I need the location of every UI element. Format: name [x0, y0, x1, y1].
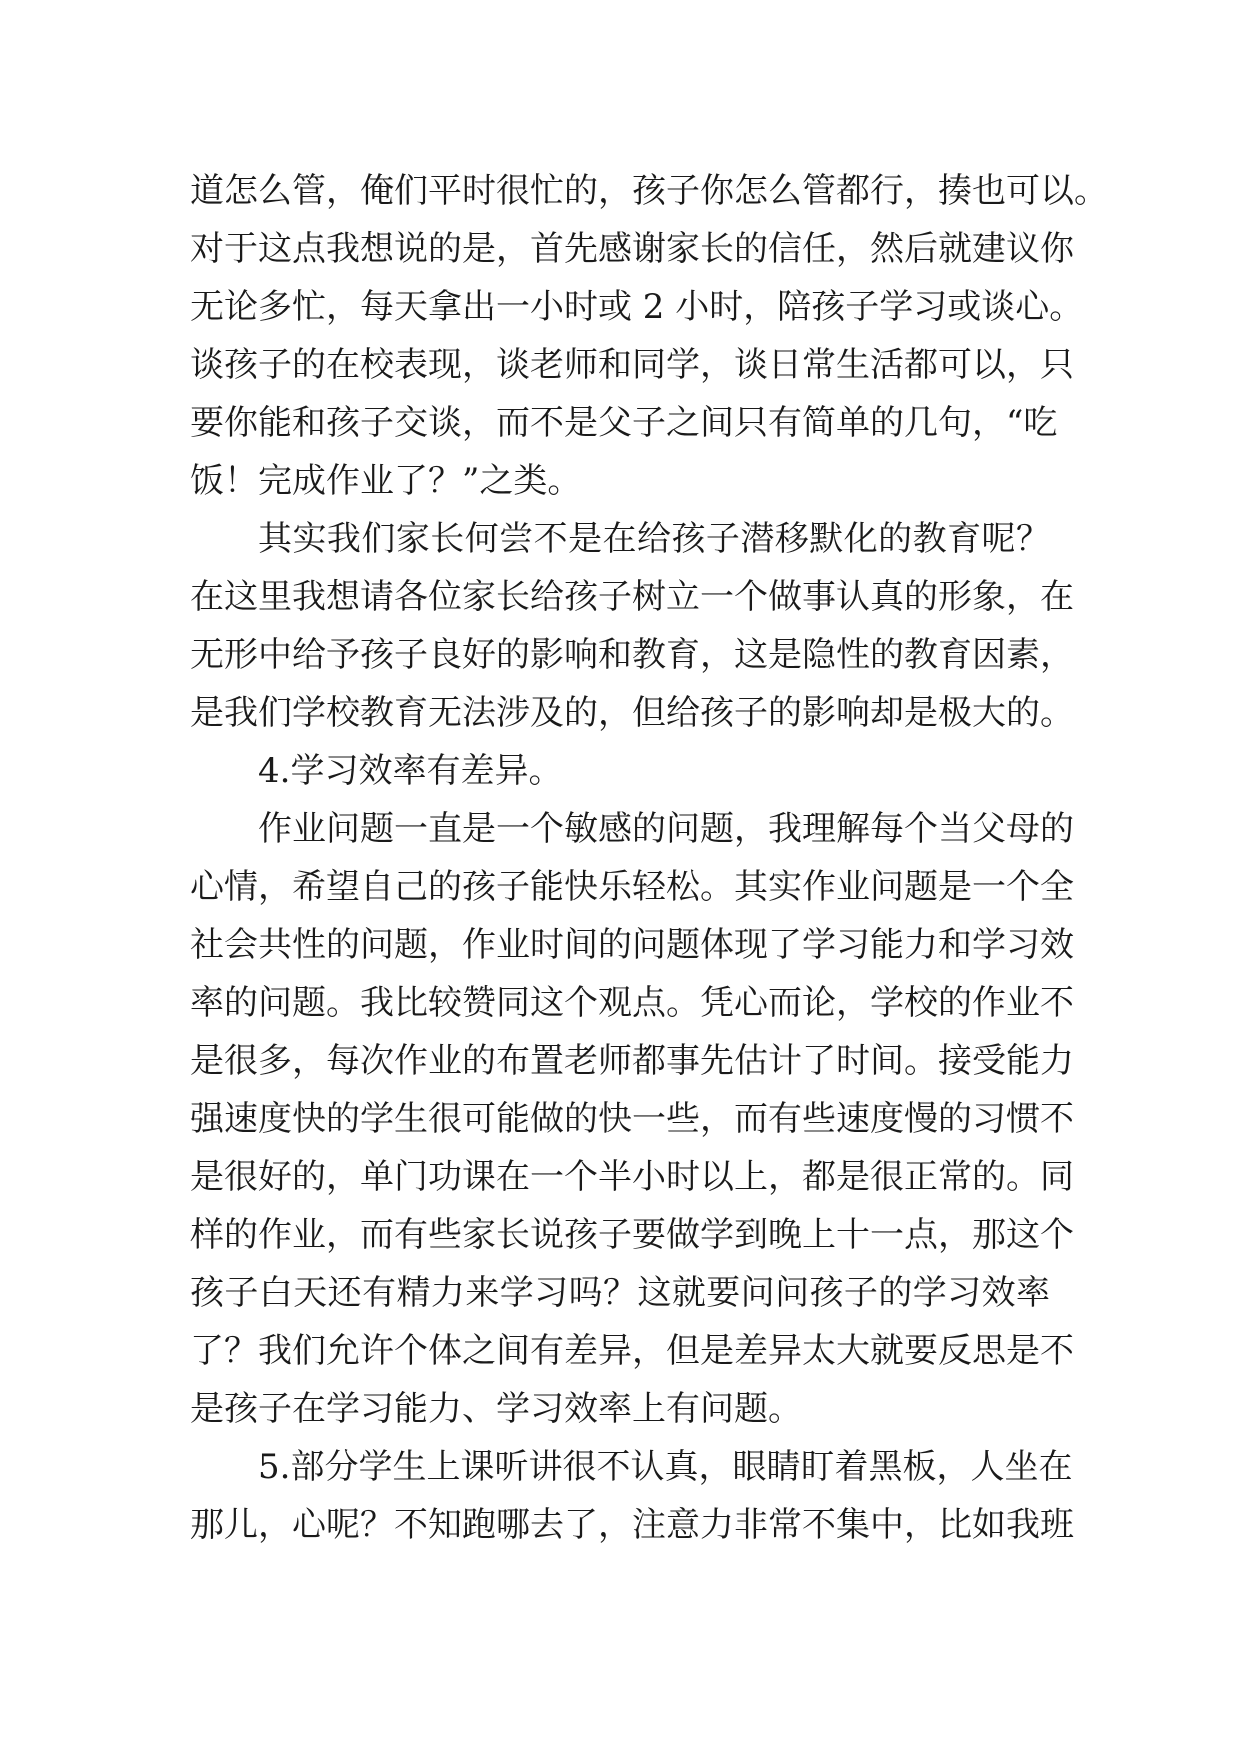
text-line: 是我们学校教育无法涉及的，但给孩子的影响却是极大的。 [190, 693, 1074, 733]
section-heading: 4.学习效率有差异。 [258, 751, 563, 791]
text-line: 强速度快的学生很可能做的快一些，而有些速度慢的习惯不 [190, 1099, 1074, 1139]
text-line: 率的问题。我比较赞同这个观点。凭心而论，学校的作业不 [190, 983, 1074, 1023]
text-line: 无形中给予孩子良好的影响和教育，这是隐性的教育因素， [190, 635, 1074, 675]
text-line: 心情，希望自己的孩子能快乐轻松。其实作业问题是一个全 [190, 867, 1074, 907]
text-line: 社会共性的问题，作业时间的问题体现了学习能力和学习效 [190, 925, 1074, 965]
text-line: 样的作业，而有些家长说孩子要做学到晚上十一点，那这个 [190, 1215, 1074, 1255]
text-line: 饭！完成作业了？”之类。 [190, 461, 582, 501]
text-line: 对于这点我想说的是，首先感谢家长的信任，然后就建议你 [190, 229, 1074, 269]
text-line: 了？我们允许个体之间有差异，但是差异太大就要反思是不 [190, 1331, 1074, 1371]
text-line: 在这里我想请各位家长给孩子树立一个做事认真的形象，在 [190, 577, 1074, 617]
text-line: 谈孩子的在校表现，谈老师和同学，谈日常生活都可以，只 [190, 345, 1074, 385]
text-line: 要你能和孩子交谈，而不是父子之间只有简单的几句，“吃 [190, 403, 1058, 443]
text-line: 是很多，每次作业的布置老师都事先估计了时间。接受能力 [190, 1041, 1074, 1081]
text-line: 孩子白天还有精力来学习吗？这就要问问孩子的学习效率 [190, 1273, 1050, 1313]
paragraph-first-line: 其实我们家长何尝不是在给孩子潜移默化的教育呢？ [258, 519, 1050, 559]
text-line: 是很好的，单门功课在一个半小时以上，都是很正常的。同 [190, 1157, 1074, 1197]
text-line: 那儿，心呢？不知跑哪去了，注意力非常不集中，比如我班 [190, 1505, 1074, 1545]
text-line: 无论多忙，每天拿出一小时或 2 小时，陪孩子学习或谈心。 [190, 287, 1084, 327]
paragraph-first-line: 5.部分学生上课听讲很不认真，眼睛盯着黑板，人坐在 [258, 1447, 1073, 1487]
paragraph-first-line: 作业问题一直是一个敏感的问题，我理解每个当父母的 [258, 809, 1074, 849]
text-line: 是孩子在学习能力、学习效率上有问题。 [190, 1389, 802, 1429]
text-line: 道怎么管，俺们平时很忙的，孩子你怎么管都行，揍也可以。 [190, 171, 1108, 211]
body-text [190, 162, 1108, 1554]
